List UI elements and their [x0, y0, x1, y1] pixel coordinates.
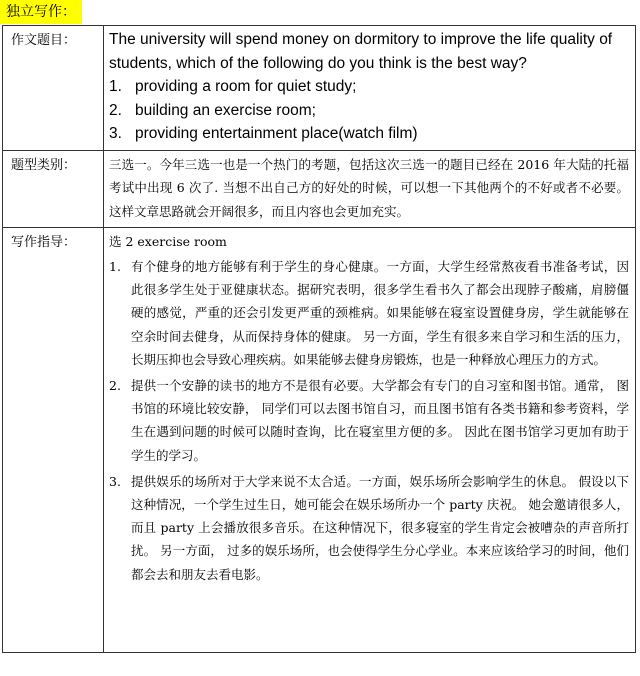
- option-item: [109, 75, 629, 99]
- option-item: [109, 99, 629, 123]
- guide-point-text: 提供一个安静的读书的地方不是很有必要。大学都会有专门的自习室和图书馆。通常， 图书馆的环境比较安静， 同学们可以去图书馆自习，而且图书馆有各类书籍和参考资料，学生在遇到问题的时候可以随时查询，比在寝室里方便的多。 因此在图书馆学习更加有助于学生的学习。: [131, 378, 629, 463]
- type-label: 题型类别：: [3, 150, 104, 228]
- topic-prompt: The university will spend money on dormitory to improve the life quality of students, which of the following do you think is the best way?: [109, 31, 613, 72]
- guide-point-text: 提供娱乐的场所对于大学来说不太合适。一方面，娱乐场所会影响学生的休息。 假设以下这种情况，一个学生过生日，她可能会在娱乐场所办一个 party 庆祝。 她会邀请很多人，而且 party 上会播放很多音乐。在这种情况下，很多寝室的学生肯定会被嘈杂的声音所打扰。 另一方面， 过多的娱乐场所，也会使得学生分心学业。本来应该给学习的时间，他们都会去和朋友去看电影。: [131, 473, 629, 582]
- guide-choice: 选 2 exercise room: [109, 234, 227, 249]
- guide-point: [109, 374, 629, 467]
- section-title: 独立写作：: [0, 0, 82, 24]
- guide-point-number: 3.: [109, 473, 121, 489]
- guide-point-number: 1.: [109, 259, 121, 274]
- guide-points: [109, 255, 629, 586]
- topic-content: [104, 26, 636, 151]
- type-content: [104, 150, 636, 228]
- guide-label: 写作指导：: [3, 228, 104, 653]
- topic-label: 作文题目：: [3, 26, 104, 151]
- topic-row: [3, 26, 636, 151]
- guide-point-number: 2.: [109, 378, 121, 394]
- option-text: building an exercise room;: [135, 101, 316, 119]
- type-row: [3, 150, 636, 228]
- guide-content: [104, 228, 636, 653]
- type-description: 三选一。今年三选一也是一个热门的考题，包括这次三选一的题目已经在 2016 年大陆的托福考试中出现 6 次了. 当想不出自己方的好处的时候，可以想一下其他两个的不好或者不必要。这样文章思路就会开阔很多，而且内容也会更加充实。: [109, 156, 629, 219]
- essay-table: [2, 25, 636, 653]
- guide-point: [109, 255, 629, 371]
- option-text: providing entertainment place(watch film): [135, 125, 418, 142]
- guide-point-text: 有个健身的地方能够有利于学生的身心健康。一方面，大学生经常熬夜看书准备考试，因此很多学生处于亚健康状态。据研究表明，很多学生看书久了都会出现脖子酸痛，肩膀僵硬的感觉，严重的还会引发更严重的颈椎病。如果能够在寝室设置健身房，学生就能够在空余时间去健身，从而保持身体的健康。 另一方面，学生有很多来自学习和生活的压力，长期压抑也会导致心理疾病。如果能够去健身房锻炼，也是一种释放心理压力的方式。: [131, 259, 629, 367]
- option-list: [109, 75, 629, 146]
- option-item: [109, 122, 629, 146]
- option-number: 3.: [109, 125, 122, 142]
- guide-row: [3, 228, 636, 653]
- guide-point: [109, 470, 629, 586]
- option-number: 2.: [109, 101, 122, 119]
- option-number: 1.: [109, 78, 122, 95]
- option-text: providing a room for quiet study;: [135, 78, 357, 95]
